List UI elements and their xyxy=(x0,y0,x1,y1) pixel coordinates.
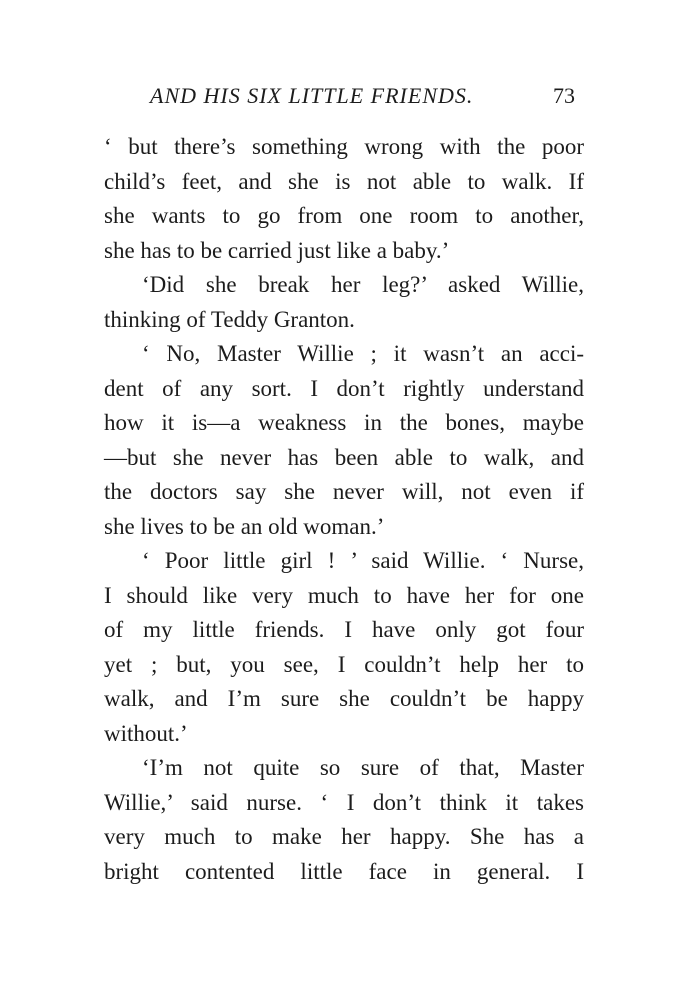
text-line: child’s feet, and she is not able to walk. If xyxy=(104,168,584,194)
text-line: she wants to go from one room to another, xyxy=(104,203,584,228)
text-line: how it is—a weakness in the bones, maybe xyxy=(104,410,584,435)
text-line: ‘ No, Master Willie ; it wasn’t an acci- xyxy=(142,341,584,366)
text-line: ‘I’m not quite so sure of that, Master xyxy=(142,755,584,780)
text-line: ‘Did she break her leg?’ asked Willie, xyxy=(142,272,584,297)
text-line: Willie,’ said nurse. ‘ I don’t think it takes xyxy=(104,789,584,815)
text-line: bright contented little face in general. I xyxy=(104,858,584,884)
text-line: dent of any sort. I don’t rightly understand xyxy=(104,375,584,401)
paragraph-2 xyxy=(104,268,584,337)
paragraph-5 xyxy=(104,751,584,889)
text-line: without.’ xyxy=(104,720,188,746)
text-line: the doctors say she never will, not even if xyxy=(104,479,584,504)
page-number: 73 xyxy=(553,83,575,108)
running-head: AND HIS SIX LITTLE FRIENDS. xyxy=(150,83,474,108)
body-text xyxy=(104,130,584,889)
text-line: walk, and I’m sure she couldn’t be happy xyxy=(104,686,584,711)
text-line: yet ; but, you see, I couldn’t help her to xyxy=(104,651,584,677)
text-line: she has to be carried just like a baby.’ xyxy=(104,237,450,263)
text-line: ‘ Poor little girl ! ’ said Willie. ‘ Nurse, xyxy=(142,548,584,573)
text-line: very much to make her happy. She has a xyxy=(104,824,584,849)
text-line: ‘ but there’s something wrong with the poor xyxy=(104,134,584,159)
text-line: thinking of Teddy Granton. xyxy=(104,306,355,332)
text-line: of my little friends. I have only got four xyxy=(104,617,584,642)
paragraph-3 xyxy=(104,337,584,544)
paragraph-4 xyxy=(104,544,584,751)
paragraph-1 xyxy=(104,130,584,268)
text-line: she lives to be an old woman.’ xyxy=(104,513,385,539)
text-line: —but she never has been able to walk, and xyxy=(104,444,584,470)
text-line: I should like very much to have her for one xyxy=(104,582,584,608)
